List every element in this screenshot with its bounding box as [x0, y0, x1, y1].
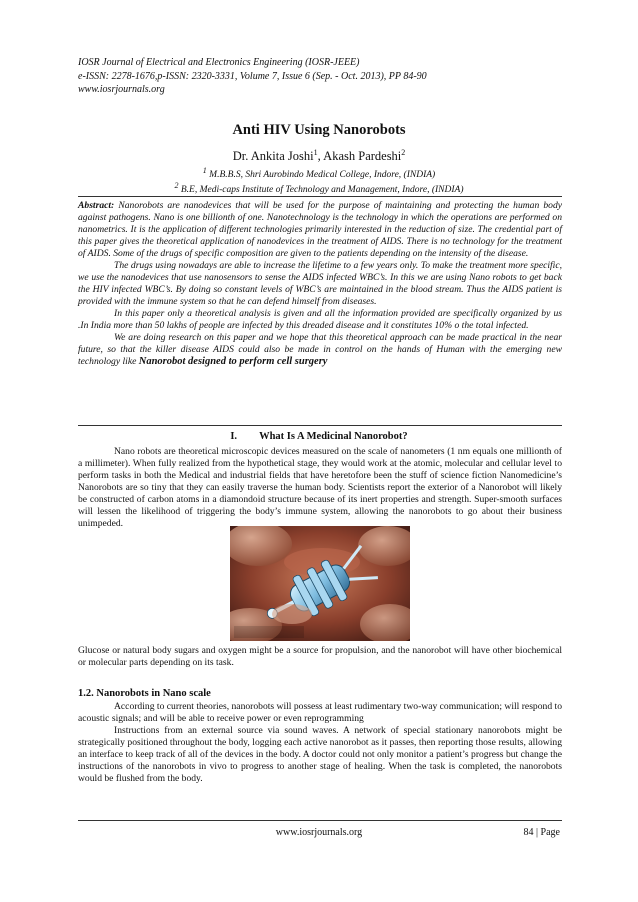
journal-name: IOSR Journal of Electrical and Electronics Engineering (IOSR-JEEE)	[78, 57, 360, 68]
abstract-paragraph: In this paper only a theoretical analysis is given and all the information provided are specifically organized by us .In India more than 50 lakhs of people are infected by this dreaded disease and it constitutes 10% o the total infected.	[78, 308, 562, 331]
subsection-body	[78, 701, 562, 785]
abstract-paragraph	[78, 200, 562, 260]
nanorobot-figure	[230, 526, 410, 641]
abstract-paragraph: The drugs using nowadays are able to increase the lifetime to a few years only. To make the treatment more specific, we use the nanodevices that use nanosensors to sense the AIDS infected WBC’s. In this we are using Nano robots to get back the HIV infected WBC’s. By doing so constant levels of WBC’s are maintained in the blood stream. Thus the AIDS patient is provided with the immune system so that he can defend himself from diseases.	[78, 260, 562, 307]
author-sup: 2	[401, 148, 406, 157]
section-title: What Is A Medicinal Nanorobot?	[259, 431, 408, 442]
footer-site[interactable]: www.iosrjournals.org	[275, 827, 363, 838]
affiliation-1	[0, 166, 638, 180]
abstract-paragraph	[78, 332, 562, 368]
affiliation-sup: 1	[202, 166, 207, 175]
body-paragraph: Glucose or natural body sugars and oxygen might be a source for propulsion, and the nanorobot will have other biochemical or molecular parts depending on its task.	[78, 645, 562, 668]
author-name: Dr. Ankita Joshi	[232, 149, 314, 164]
journal-header	[78, 56, 558, 97]
author-line	[0, 148, 638, 164]
affiliation-sup: 2	[174, 181, 179, 190]
subsection-heading: 1.2. Nanorobots in Nano scale	[78, 688, 211, 699]
body-paragraph: Nano robots are theoretical microscopic devices measured on the scale of nanometers (1 nm equals one millionth of a millimeter). When fully realized from the hypothetical stage, they would work at the atomic, molecular and cellular level to perform tasks in both the Medical and industrial fields that have heretofore been the stuff of science fiction Nanomedicine’s Nanorobots are so tiny that they can easily traverse the human body. Scientists report the exterior of a Nanorobot will likely be constructed of carbon atoms in a diamondoid structure because of its inert properties and strength. Super-smooth surfaces will lessen the likelihood of triggering the body’s immune system, allowing the nanorobots to go about their business unimpeded.	[78, 446, 562, 529]
section-1-body-continued	[78, 645, 562, 669]
abstract-label: Abstract:	[78, 200, 115, 211]
divider-abstract	[78, 425, 562, 426]
journal-issn: e-ISSN: 2278-1676,p-ISSN: 2320-3331, Volume 7, Issue 6 (Sep. - Oct. 2013), PP 84-90	[78, 70, 427, 82]
affiliation-text: B.E, Medi-caps Institute of Technology and Management, Indore, (INDIA)	[180, 185, 464, 196]
author-name: Akash Pardeshi	[323, 149, 402, 164]
affiliation-2	[0, 181, 638, 195]
body-paragraph: Instructions from an external source via sound waves. A network of special stationary nanorobots might be strategically positioned throughout the body, logging each active nanorobot as it passes, then reporting those results, allowing an interface to keep track of all of the devices in the body. A doctor could not only monitor a patient’s progress but change the instructions of the nanorobots in vivo to progress to another stage of healing. When the task is completed, the nanorobots would be flushed from the body.	[78, 725, 562, 784]
abstract	[78, 200, 562, 368]
body-paragraph: According to current theories, nanorobots will possess at least rudimentary two-way communication; will respond to acoustic signals; and will be able to receive power or even reprogramming	[78, 701, 562, 724]
author-sup: 1	[313, 148, 318, 157]
abstract-bold-phrase: Nanorobot designed to perform cell surgery	[138, 356, 328, 367]
section-1-heading	[0, 431, 638, 442]
paper-title: Anti HIV Using Nanorobots	[232, 122, 406, 138]
nanorobot-illustration	[230, 526, 410, 641]
affiliation-text: M.B.B.S, Shri Aurobindo Medical College, Indore, (INDIA)	[209, 170, 436, 181]
abstract-text: Nanorobots are nanodevices that will be used for the purpose of maintaining and protecting the human body against pathogens. Nano is one billionth of one. Nanotechnology is the technology in which the operations are performed on nanometrics. It is the application of different technologies primarily interested in the reduction of size. The credential part of this paper gives the theoretical application of nanodevices in the treatment of AIDS. There is no technology for the treatment of AIDS. Some of the drugs of specific composition are given to the patients depending on the intensity of the disease.	[78, 200, 562, 259]
journal-site[interactable]: www.iosrjournals.org	[78, 84, 165, 95]
author-sep: ,	[317, 149, 324, 164]
divider-top	[78, 196, 562, 197]
footer-page-number: 84 | Page	[523, 827, 560, 838]
abstract-text: We are doing research on this paper and we hope that this theoretical approach can be made practical in the near future, so that the killer disease AIDS could also be made in control on the hands of Human with the emerging new technology like	[78, 332, 562, 367]
footer-divider	[78, 820, 562, 821]
section-number: I.	[230, 431, 238, 442]
section-1-body	[78, 446, 562, 530]
